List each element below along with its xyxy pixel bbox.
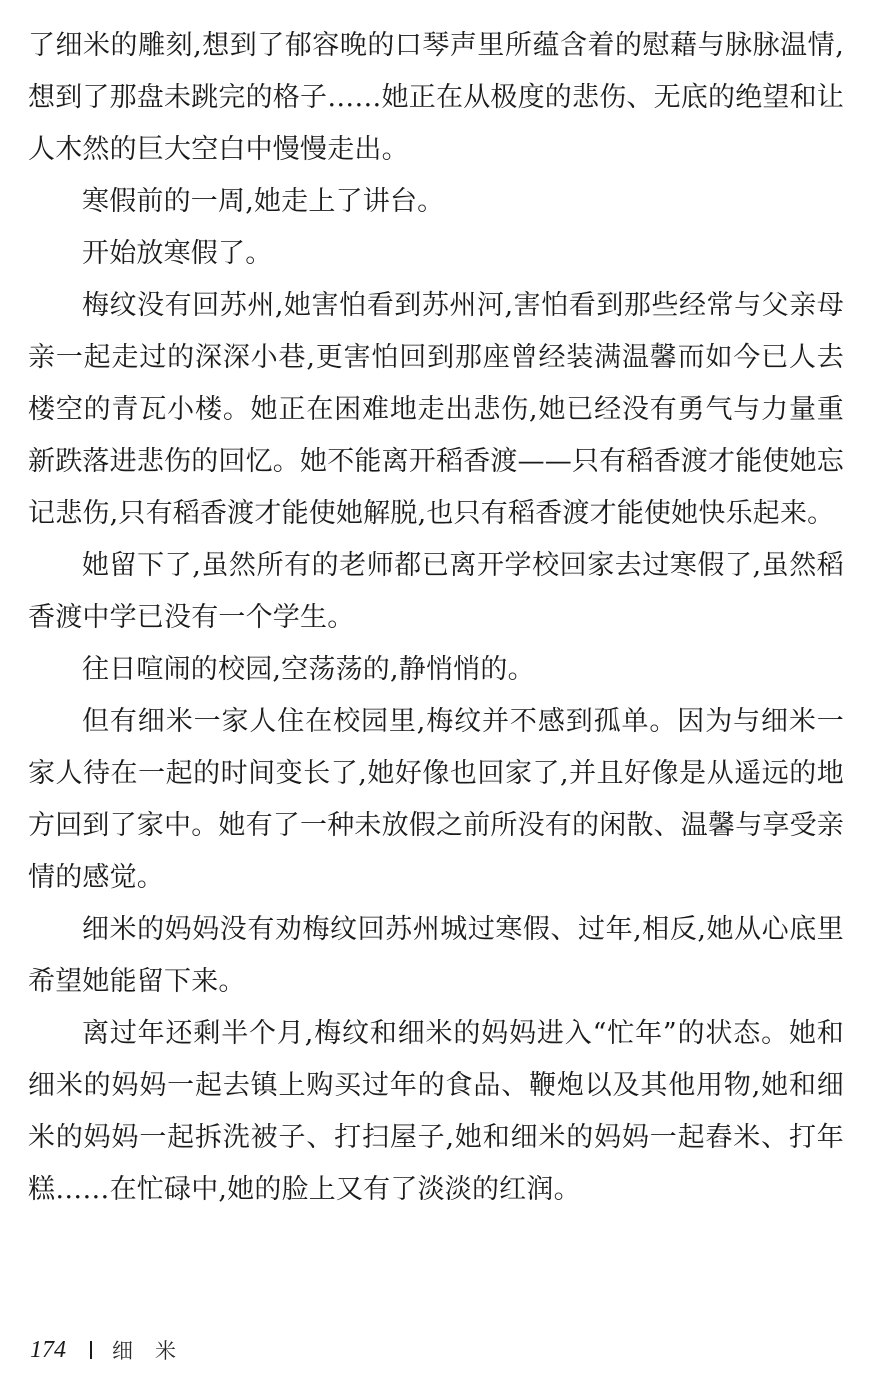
- paragraph-7: 但有细米一家人住在校园里,梅纹并不感到孤单。因为与细米一家人待在一起的时间变长了,她好像也回家了,并且好像是从遥远的地方回到了家中。她有了一种未放假之前所没有的闲散、温馨与享受亲情的感觉。: [28, 706, 844, 893]
- paragraph-6: 往日喧闹的校园,空荡荡的,静悄悄的。: [82, 654, 535, 685]
- page-body: [28, 20, 844, 1216]
- paragraph-8: 细米的妈妈没有劝梅纹回苏州城过寒假、过年,相反,她从心底里希望她能留下来。: [28, 914, 844, 997]
- paragraph-5: 她留下了,虽然所有的老师都已离开学校回家去过寒假了,虽然稻香渡中学已没有一个学生。: [28, 550, 844, 633]
- running-title: 细米: [112, 1339, 198, 1363]
- page-footer: [30, 1334, 198, 1366]
- paragraph-9: 离过年还剩半个月,梅纹和细米的妈妈进入“忙年”的状态。她和细米的妈妈一起去镇上购买过年的食品、鞭炮以及其他用物,她和细米的妈妈一起拆洗被子、打扫屋子,她和细米的妈妈一起舂米、打年糕……在忙碌中,她的脸上又有了淡淡的红润。: [28, 1018, 844, 1205]
- footer-divider: [90, 1341, 92, 1359]
- page-number: 174: [30, 1336, 66, 1363]
- paragraph-4: 梅纹没有回苏州,她害怕看到苏州河,害怕看到那些经常与父亲母亲一起走过的深深小巷,更害怕回到那座曾经装满温馨而如今已人去楼空的青瓦小楼。她正在困难地走出悲伤,她已经没有勇气与力量重新跌落进悲伤的回忆。她不能离开稻香渡——只有稻香渡才能使她忘记悲伤,只有稻香渡才能使她解脱,也只有稻香渡才能使她快乐起来。: [28, 290, 844, 529]
- paragraph-3: 开始放寒假了。: [82, 238, 273, 269]
- paragraph-2: 寒假前的一周,她走上了讲台。: [82, 186, 445, 217]
- paragraph-1: 了细米的雕刻,想到了郁容晚的口琴声里所蕴含着的慰藉与脉脉温情,想到了那盘未跳完的格子……她正在从极度的悲伤、无底的绝望和让人木然的巨大空白中慢慢走出。: [28, 30, 844, 165]
